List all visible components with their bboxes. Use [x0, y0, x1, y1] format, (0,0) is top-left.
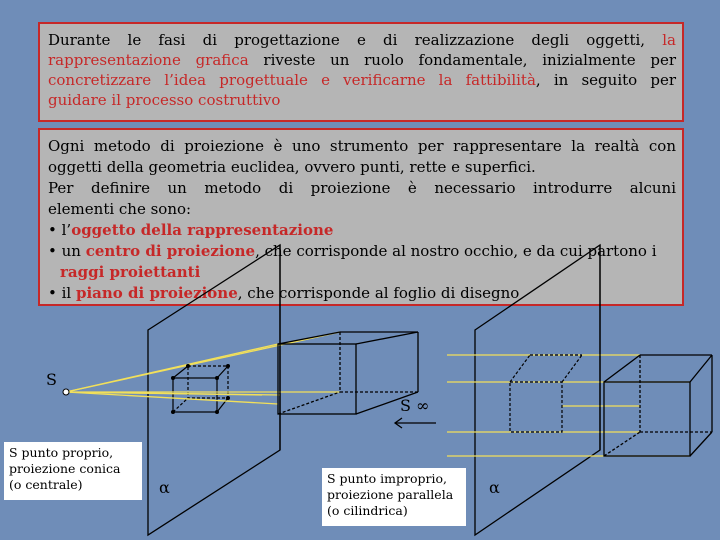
plane-label-left: α	[159, 478, 170, 497]
methods-line-3: Per definire un metodo di proiezione è necessario introdurre alcuni	[48, 179, 676, 197]
intro-line-1: Durante le fasi di progettazione e di realizzazione degli oggetti, la	[48, 31, 676, 49]
bullet-center: • un centro di proiezione, che corrisponde al nostro occhio, e da cui partono i	[48, 242, 657, 260]
caption-conical: S punto proprio, proiezione conica (o centrale)	[4, 442, 142, 500]
center-infinity-label: S ∞	[400, 396, 430, 415]
bullet-center-cont: raggi proiettanti	[60, 263, 201, 281]
methods-line-2: oggetti della geometria euclidea, ovvero punti, rette e superfici.	[48, 158, 536, 176]
arrow-left-icon	[395, 418, 436, 428]
center-of-projection	[63, 389, 69, 395]
center-label: S	[46, 370, 57, 389]
projected-cube-parallel	[510, 355, 582, 432]
caption-parallel: S punto improprio, proiezione parallela (o cilindrica)	[322, 468, 466, 526]
object-cube-conical	[278, 332, 418, 414]
methods-line-1: Ogni metodo di proiezione è uno strumento per rappresentare la realtà con	[48, 137, 676, 155]
intro-line-4: guidare il processo costruttivo	[48, 91, 281, 109]
projecting-rays	[66, 332, 340, 404]
bullet-object: • l’oggetto della rappresentazione	[48, 221, 334, 239]
intro-line-2: rappresentazione grafica riveste un ruolo fondamentale, inizialmente per	[48, 51, 677, 69]
methods-line-4: elementi che sono:	[48, 200, 192, 218]
parallel-rays	[447, 355, 690, 456]
projected-cube-conical	[173, 366, 228, 412]
intro-line-3: concretizzare l’idea progettuale e verificarne la fattibilità, in seguito per	[48, 71, 676, 89]
bullet-plane: • il piano di proiezione, che corrisponde al foglio di disegno	[48, 284, 520, 302]
plane-label-right: α	[489, 478, 500, 497]
